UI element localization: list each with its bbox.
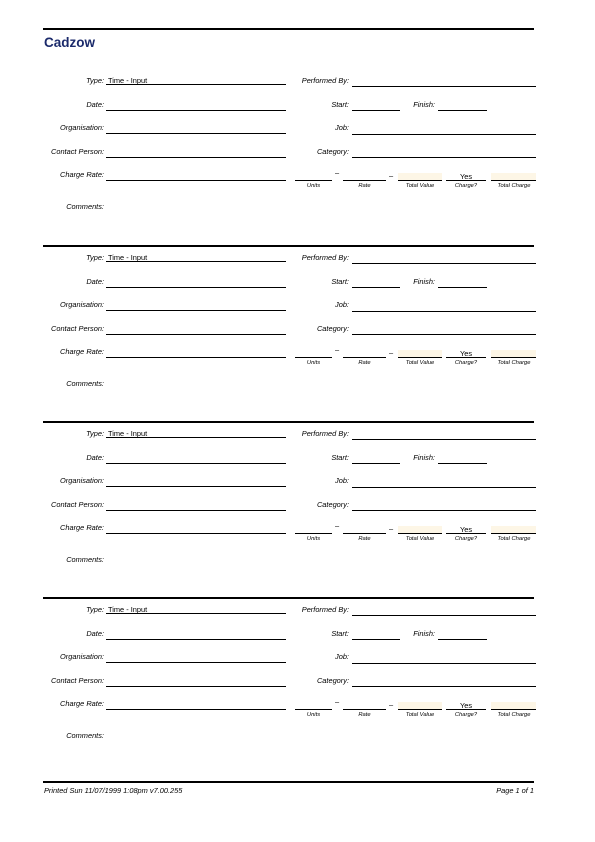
rate-caption: Rate (358, 712, 371, 718)
comments-label: Comments: (66, 202, 104, 211)
type-field[interactable]: Time - Input (106, 254, 286, 262)
charge-rate-field[interactable] (106, 173, 286, 181)
entry-separator (43, 421, 534, 423)
charge-field[interactable]: Yes (446, 173, 486, 181)
rate-caption: Rate (358, 183, 371, 189)
total-value-caption: Total Value (405, 536, 435, 542)
multiply-dash: – (335, 521, 340, 530)
contact-person-label: Contact Person: (51, 676, 104, 685)
rate-field[interactable] (343, 173, 386, 181)
units-field[interactable] (295, 350, 332, 358)
total-charge-field (491, 350, 536, 358)
start-label: Start: (331, 277, 349, 286)
performed-by-field[interactable] (352, 256, 536, 264)
page-title: Cadzow (44, 35, 96, 50)
entry-separator (43, 245, 534, 247)
performed-by-label: Performed By: (301, 429, 349, 438)
multiply-dash: – (335, 168, 340, 177)
multiply-dash: – (335, 345, 340, 354)
category-field[interactable] (352, 679, 536, 687)
units-field[interactable] (295, 173, 332, 181)
equals-dash: – (389, 524, 394, 533)
date-label: Date: (86, 100, 104, 109)
organisation-field[interactable] (106, 479, 286, 487)
comments-label: Comments: (66, 731, 104, 740)
job-label: Job: (335, 476, 349, 485)
date-field[interactable] (106, 103, 286, 111)
charge-rate-label: Charge Rate: (60, 170, 104, 179)
top-rule (43, 28, 534, 30)
job-label: Job: (335, 300, 349, 309)
finish-label: Finish: (413, 277, 435, 286)
equals-dash: – (389, 171, 394, 180)
multiply-dash: – (335, 697, 340, 706)
charge-caption: Charge? (454, 536, 478, 542)
job-field[interactable] (352, 127, 536, 135)
contact-person-label: Contact Person: (51, 500, 104, 509)
start-field[interactable] (352, 632, 400, 640)
charge-caption: Charge? (454, 183, 478, 189)
date-field[interactable] (106, 632, 286, 640)
charge-rate-label: Charge Rate: (60, 347, 104, 356)
start-label: Start: (331, 453, 349, 462)
type-label: Type: (86, 605, 104, 614)
charge-field[interactable]: Yes (446, 702, 486, 710)
contact-person-field[interactable] (106, 327, 286, 335)
job-field[interactable] (352, 656, 536, 664)
total-value-caption: Total Value (405, 360, 435, 366)
total-charge-field (491, 173, 536, 181)
type-label: Type: (86, 429, 104, 438)
total-value-caption: Total Value (405, 183, 435, 189)
comments-label: Comments: (66, 555, 104, 564)
job-label: Job: (335, 652, 349, 661)
printed-info: Printed Sun 11/07/1999 1:08pm v7.00.255 (44, 786, 183, 795)
category-field[interactable] (352, 503, 536, 511)
charge-rate-label: Charge Rate: (60, 699, 104, 708)
charge-rate-label: Charge Rate: (60, 523, 104, 532)
category-field[interactable] (352, 327, 536, 335)
type-label: Type: (86, 76, 104, 85)
charge-rate-field[interactable] (106, 350, 286, 358)
category-label: Category: (316, 500, 349, 509)
type-field[interactable]: Time - Input (106, 606, 286, 614)
total-charge-caption: Total Charge (497, 360, 531, 366)
total-value-field (398, 702, 442, 710)
job-field[interactable] (352, 480, 536, 488)
finish-field[interactable] (438, 280, 487, 288)
performed-by-field[interactable] (352, 432, 536, 440)
organisation-field[interactable] (106, 303, 286, 311)
finish-label: Finish: (413, 629, 435, 638)
date-field[interactable] (106, 456, 286, 464)
charge-caption: Charge? (454, 712, 478, 718)
total-value-field (398, 173, 442, 181)
units-caption: Units (306, 360, 321, 366)
total-charge-caption: Total Charge (497, 183, 531, 189)
total-charge-field (491, 526, 536, 534)
contact-person-field[interactable] (106, 679, 286, 687)
contact-person-field[interactable] (106, 503, 286, 511)
page-number: Page 1 of 1 (496, 786, 534, 795)
performed-by-label: Performed By: (301, 605, 349, 614)
total-value-field (398, 526, 442, 534)
contact-person-label: Contact Person: (51, 147, 104, 156)
category-label: Category: (316, 676, 349, 685)
finish-field[interactable] (438, 103, 487, 111)
start-field[interactable] (352, 103, 400, 111)
start-label: Start: (331, 100, 349, 109)
rate-field[interactable] (343, 702, 386, 710)
charge-rate-field[interactable] (106, 702, 286, 710)
type-field[interactable]: Time - Input (106, 77, 286, 85)
finish-field[interactable] (438, 632, 487, 640)
contact-person-field[interactable] (106, 150, 286, 158)
performed-by-label: Performed By: (301, 76, 349, 85)
finish-field[interactable] (438, 456, 487, 464)
total-value-field (398, 350, 442, 358)
category-label: Category: (316, 147, 349, 156)
equals-dash: – (389, 348, 394, 357)
job-field[interactable] (352, 304, 536, 312)
footer-rule (43, 781, 534, 783)
units-caption: Units (306, 536, 321, 542)
total-charge-caption: Total Charge (497, 536, 531, 542)
charge-field[interactable]: Yes (446, 526, 486, 534)
units-caption: Units (306, 712, 321, 718)
organisation-label: Organisation: (60, 652, 104, 661)
performed-by-field[interactable] (352, 79, 536, 87)
equals-dash: – (389, 700, 394, 709)
organisation-label: Organisation: (60, 300, 104, 309)
performed-by-field[interactable] (352, 608, 536, 616)
total-charge-field (491, 702, 536, 710)
units-field[interactable] (295, 702, 332, 710)
date-label: Date: (86, 453, 104, 462)
rate-caption: Rate (358, 536, 371, 542)
contact-person-label: Contact Person: (51, 324, 104, 333)
rate-caption: Rate (358, 360, 371, 366)
type-label: Type: (86, 253, 104, 262)
total-value-caption: Total Value (405, 712, 435, 718)
comments-label: Comments: (66, 379, 104, 388)
organisation-field[interactable] (106, 126, 286, 134)
job-label: Job: (335, 123, 349, 132)
total-charge-caption: Total Charge (497, 712, 531, 718)
organisation-label: Organisation: (60, 123, 104, 132)
category-label: Category: (316, 324, 349, 333)
date-label: Date: (86, 629, 104, 638)
type-field[interactable]: Time - Input (106, 430, 286, 438)
rate-field[interactable] (343, 526, 386, 534)
date-label: Date: (86, 277, 104, 286)
category-field[interactable] (352, 150, 536, 158)
start-field[interactable] (352, 456, 400, 464)
date-field[interactable] (106, 280, 286, 288)
organisation-label: Organisation: (60, 476, 104, 485)
finish-label: Finish: (413, 453, 435, 462)
charge-field[interactable]: Yes (446, 350, 486, 358)
start-field[interactable] (352, 280, 400, 288)
charge-rate-field[interactable] (106, 526, 286, 534)
organisation-field[interactable] (106, 655, 286, 663)
charge-caption: Charge? (454, 360, 478, 366)
entry-separator (43, 597, 534, 599)
units-field[interactable] (295, 526, 332, 534)
performed-by-label: Performed By: (301, 253, 349, 262)
finish-label: Finish: (413, 100, 435, 109)
rate-field[interactable] (343, 350, 386, 358)
units-caption: Units (306, 183, 321, 189)
start-label: Start: (331, 629, 349, 638)
